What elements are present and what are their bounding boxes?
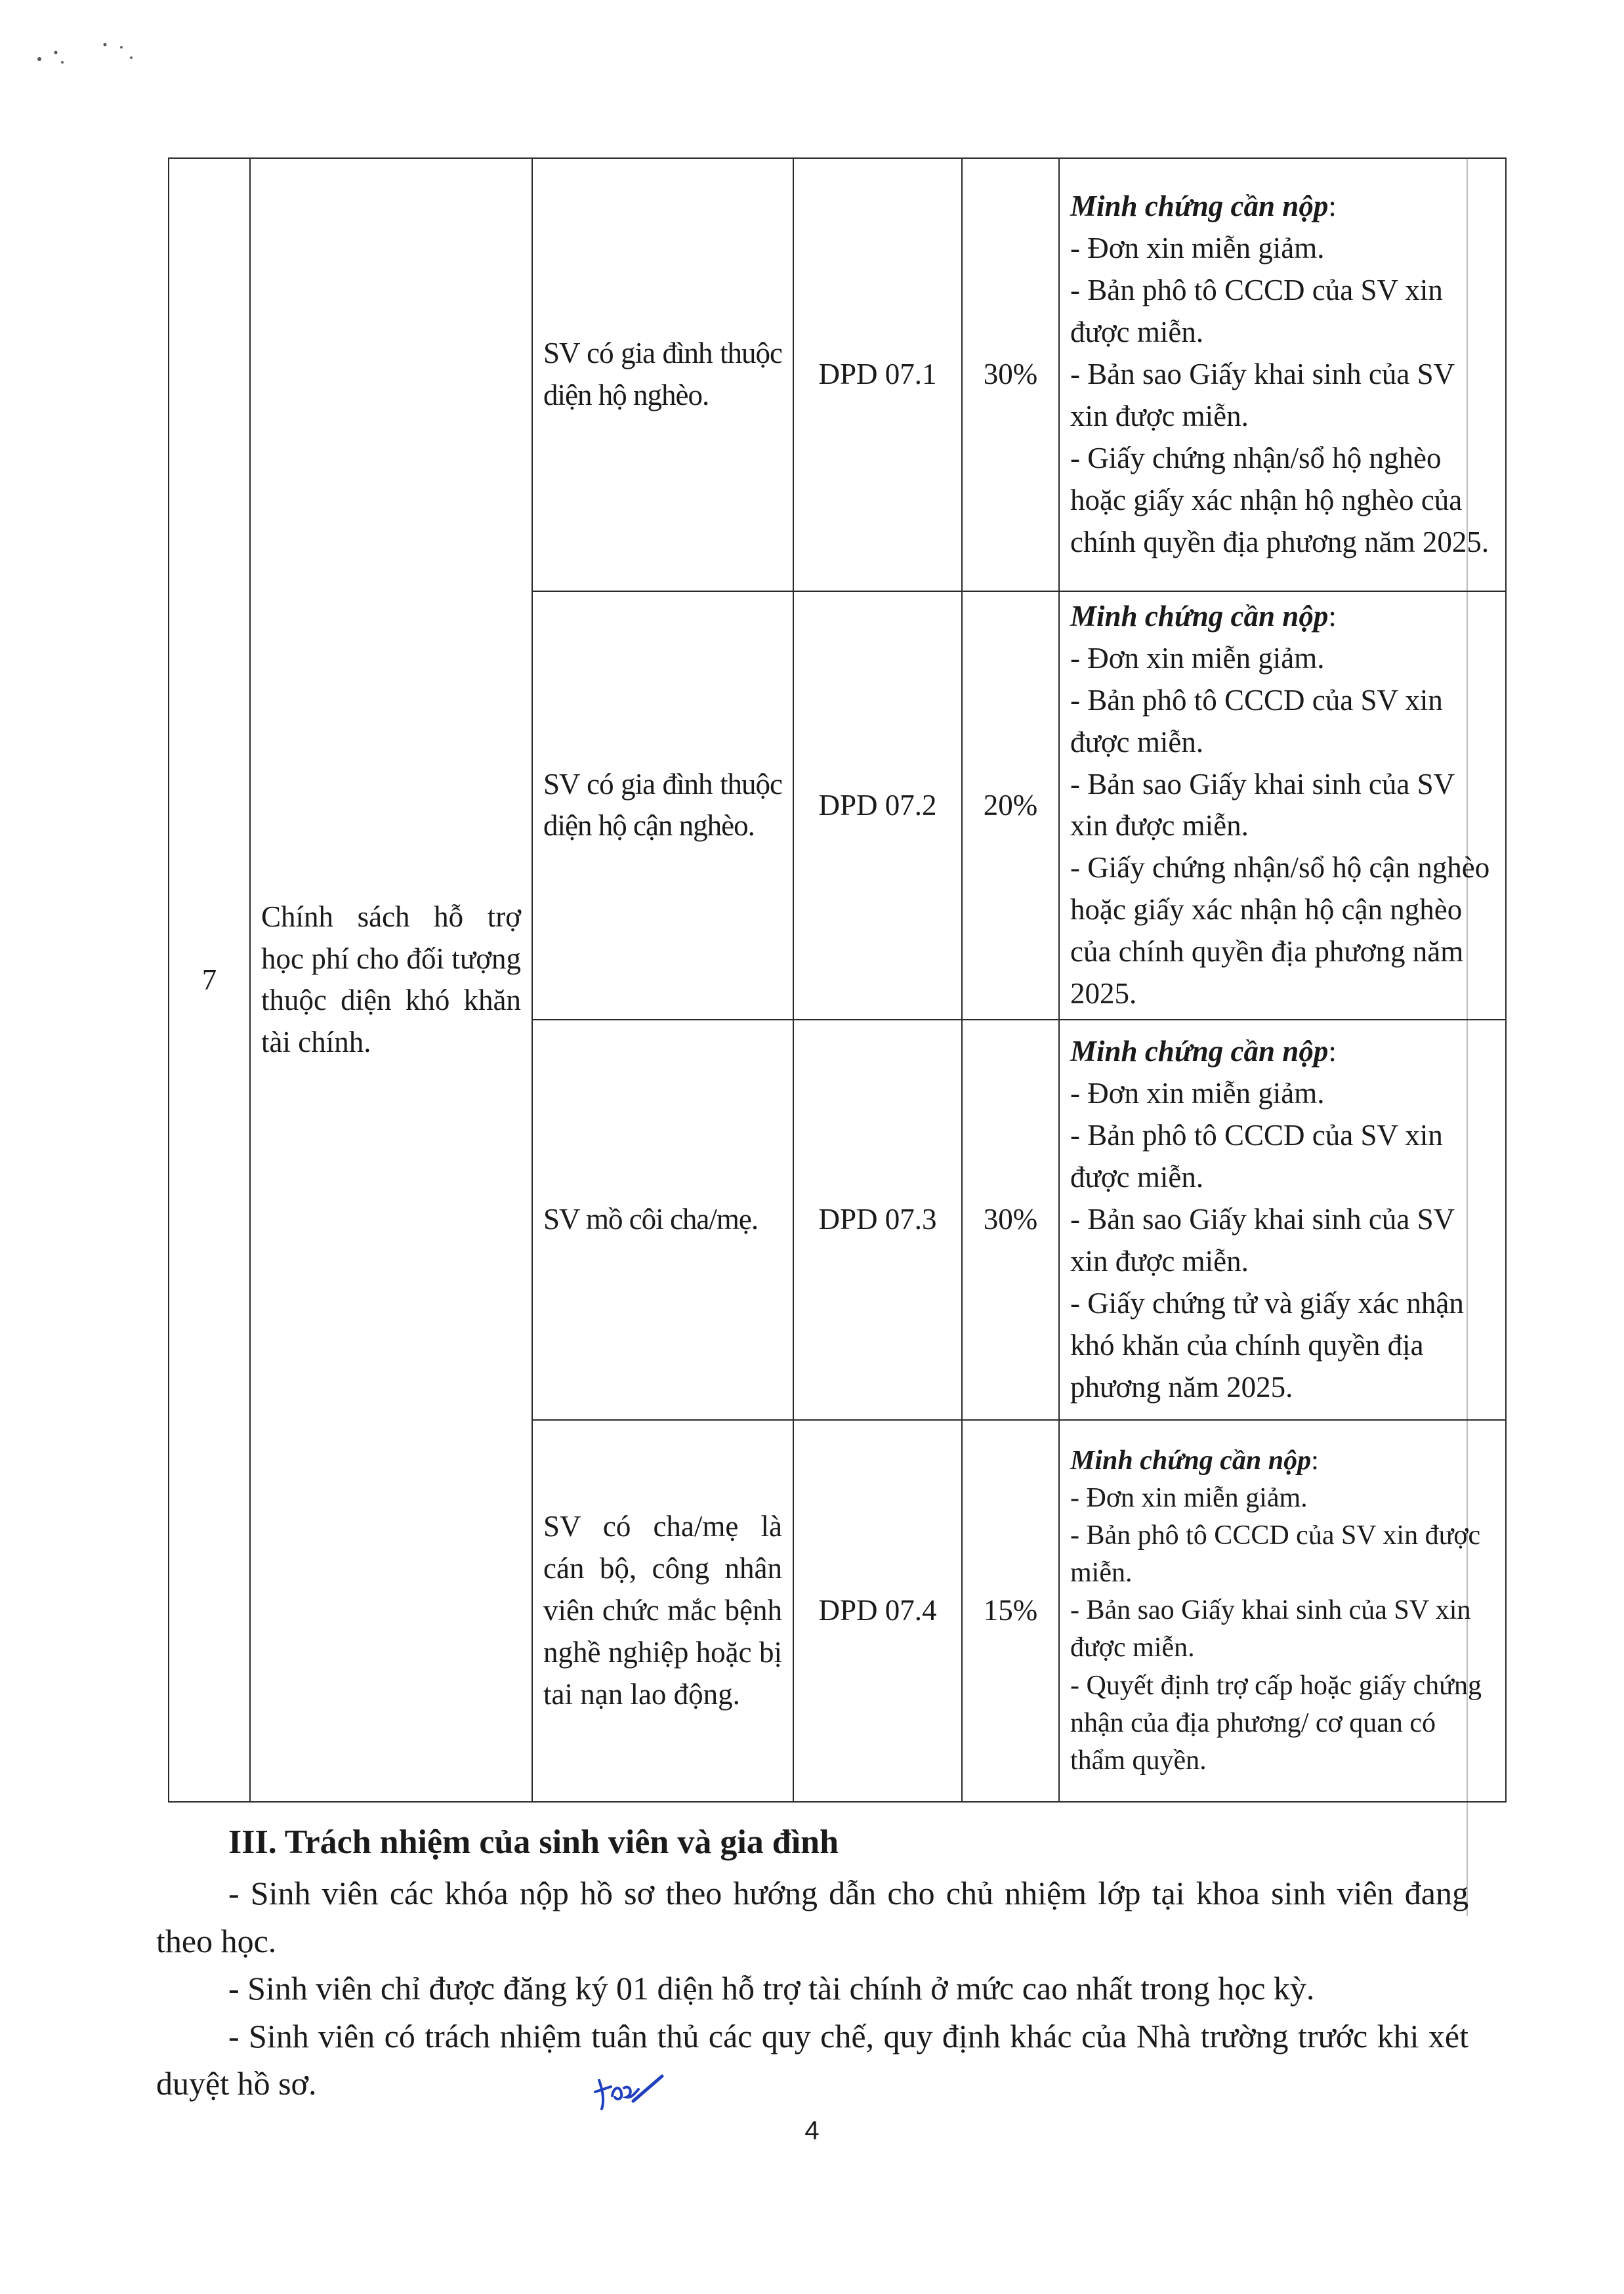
code-cell: DPD 07.2: [793, 591, 962, 1020]
evidence-item: - Đơn xin miễn giảm.: [1070, 232, 1325, 265]
evidence-cell: [1059, 1020, 1506, 1420]
responsibility-item: - Sinh viên chỉ được đăng ký 01 diện hỗ trợ tài chính ở mức cao nhất trong học kỳ.: [228, 1970, 1315, 2007]
evidence-item: - Bản sao Giấy khai sinh của SV xin được miễn.: [1070, 767, 1455, 843]
evidence-item: - Giấy chứng nhận/sổ hộ cận nghèo hoặc giấy xác nhận hộ cận nghèo của chính quyền địa phương năm 2025.: [1070, 851, 1490, 1011]
evidence-cell: [1059, 158, 1506, 591]
evidence-item: - Đơn xin miễn giảm.: [1070, 1077, 1325, 1110]
evidence-item: - Giấy chứng nhận/sổ hộ nghèo hoặc giấy xác nhận hộ nghèo của chính quyền địa phương năm 2025.: [1070, 441, 1489, 558]
evidence-item: - Đơn xin miễn giảm.: [1070, 1483, 1308, 1514]
subject-cell: SV có gia đình thuộc diện hộ nghèo.: [532, 158, 793, 591]
evidence-cell: [1059, 591, 1506, 1020]
evidence-item: - Bản phô tô CCCD của SV xin được miễn.: [1070, 1520, 1481, 1589]
code-cell: DPD 07.1: [793, 158, 962, 591]
section-heading: III. Trách nhiệm của sinh viên và gia đình: [228, 1824, 839, 1861]
evidence-colon: :: [1328, 600, 1337, 633]
policy-name: Chính sách hỗ trợ học phí cho đối tượng thuộc diện khó khăn tài chính.: [250, 158, 532, 1802]
evidence-item: - Bản phô tô CCCD của SV xin được miễn.: [1070, 274, 1443, 349]
evidence-item: - Bản sao Giấy khai sinh của SV xin được miễn.: [1070, 1595, 1471, 1663]
responsibility-item: - Sinh viên có trách nhiệm tuân thủ các quy chế, quy định khác của Nhà trường trước khi xét duyệt hồ sơ.: [156, 2017, 1468, 2102]
rate-cell: 20%: [962, 591, 1059, 1020]
policy-table: [168, 157, 1507, 1803]
evidence-title: Minh chứng cần nộp: [1070, 1445, 1312, 1476]
rate-cell: 30%: [962, 158, 1059, 591]
evidence-item: - Bản sao Giấy khai sinh của SV xin được miễn.: [1070, 1202, 1455, 1278]
code-cell: DPD 07.4: [793, 1420, 962, 1802]
evidence-title: Minh chứng cần nộp: [1070, 600, 1329, 633]
evidence-item: - Đơn xin miễn giảm.: [1070, 641, 1325, 675]
row-number: 7: [169, 158, 250, 1802]
evidence-item: - Giấy chứng tử và giấy xác nhận khó khăn của chính quyền địa phương năm 2025.: [1070, 1286, 1464, 1404]
evidence-colon: :: [1328, 1035, 1337, 1068]
evidence-item: - Quyết định trợ cấp hoặc giấy chứng nhận của địa phương/ cơ quan có thẩm quyền.: [1070, 1670, 1482, 1776]
subject-cell: SV có cha/mẹ là cán bộ, công nhân viên chức mắc bệnh nghề nghiệp hoặc bị tai nạn lao động.: [532, 1420, 793, 1802]
evidence-colon: :: [1311, 1445, 1319, 1476]
code-cell: DPD 07.3: [793, 1020, 962, 1420]
rate-cell: 15%: [962, 1420, 1059, 1802]
evidence-title: Minh chứng cần nộp: [1070, 190, 1329, 223]
evidence-item: - Bản phô tô CCCD của SV xin được miễn.: [1070, 1119, 1443, 1194]
rate-cell: 30%: [962, 1020, 1059, 1420]
scan-specks: [26, 33, 157, 72]
table-row: [169, 158, 1506, 591]
subject-cell: SV mồ côi cha/mẹ.: [532, 1020, 793, 1420]
evidence-colon: :: [1328, 190, 1337, 223]
evidence-item: - Bản phô tô CCCD của SV xin được miễn.: [1070, 683, 1443, 759]
responsibilities-section: [156, 1818, 1468, 2108]
page-number: 4: [804, 2116, 820, 2145]
handwritten-initials-icon: [594, 2072, 666, 2112]
evidence-title: Minh chứng cần nộp: [1070, 1035, 1329, 1068]
responsibility-item: - Sinh viên các khóa nộp hồ sơ theo hướng dẫn cho chủ nhiệm lớp tại khoa sinh viên đang theo học.: [156, 1875, 1468, 1959]
evidence-item: - Bản sao Giấy khai sinh của SV xin được miễn.: [1070, 358, 1455, 432]
evidence-cell: [1059, 1420, 1506, 1802]
subject-cell: SV có gia đình thuộc diện hộ cận nghèo.: [532, 591, 793, 1020]
